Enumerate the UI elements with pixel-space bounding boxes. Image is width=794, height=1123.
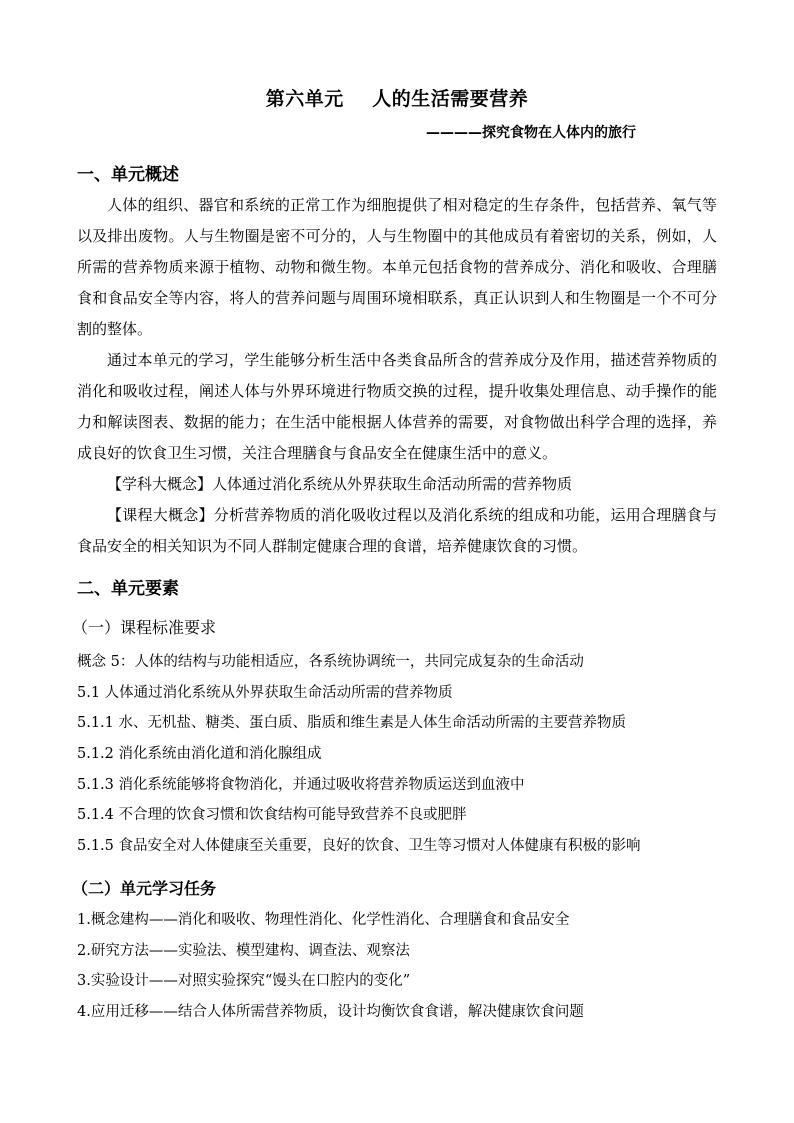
standard-line: 5.1.5 食品安全对人体健康至关重要，良好的饮食、卫生等习惯对人体健康有积极的影响 bbox=[77, 838, 641, 854]
standard-line: 概念 5：人体的结构与功能相适应，各系统协调统一，共同完成复杂的生命活动 bbox=[77, 654, 584, 670]
standard-line: 5.1.3 消化系统能够将食物消化，并通过吸收将营养物质运送到血液中 bbox=[77, 777, 525, 793]
task-line: 3.实验设计——对照实验探究“馒头在口腔内的变化” bbox=[77, 973, 411, 989]
task-line: 1.概念建构——消化和吸收、物理性消化、化学性消化、合理膳食和食品安全 bbox=[77, 912, 570, 928]
subsection-heading-standards: （一）课程标准要求 bbox=[72, 618, 217, 637]
subsection-heading-tasks: （二）单元学习任务 bbox=[72, 879, 217, 898]
section-heading-overview: 一、单元概述 bbox=[77, 165, 179, 185]
standard-line: 5.1 人体通过消化系统从外界获取生命活动所需的营养物质 bbox=[77, 685, 453, 701]
task-line: 2.研究方法——实验法、模型建构、调查法、观察法 bbox=[77, 943, 410, 959]
course-big-concept: 【课程大概念】分析营养物质的消化吸收过程以及消化系统的组成和功能，运用合理膳食与食品安全的相关知识为不同人群制定健康合理的食谱，培养健康饮食的习惯。 bbox=[77, 506, 717, 555]
overview-paragraph-1: 人体的组织、器官和系统的正常工作为细胞提供了相对稳定的生存条件，包括营养、氧气等以及排出废物。人与生物圈是密不可分的，人与生物圈中的其他成员有着密切的关系，例如，人所需的营养物质来源于植物、动物和微生物。本单元包括食物的营养成分、消化和吸收、合理膳食和食品安全等内容，将人的营养问题与周围环境相联系，真正认识到人和生物圈是一个不可分割的整体。 bbox=[77, 196, 717, 338]
page-title: 第六单元 人的生活需要营养 bbox=[265, 88, 529, 110]
standard-line: 5.1.4 不合理的饮食习惯和饮食结构可能导致营养不良或肥胖 bbox=[77, 807, 467, 823]
standard-line: 5.1.1 水、无机盐、糖类、蛋白质、脂质和维生素是人体生命活动所需的主要营养物质 bbox=[77, 715, 627, 731]
standard-line: 5.1.2 消化系统由消化道和消化腺组成 bbox=[77, 746, 322, 762]
overview-paragraph-2: 通过本单元的学习，学生能够分析生活中各类食品所含的营养成分及作用，描述营养物质的消化和吸收过程，阐述人体与外界环境进行物质交换的过程，提升收集处理信息、动手操作的能力和解读图表、数据的能力；在生活中能根据人体营养的需要，对食物做出科学合理的选择，养成良好的饮食卫生习惯，关注合理膳食与食品安全在健康生活中的意义。 bbox=[77, 351, 717, 462]
page-subtitle: ————探究食物在人体内的旅行 bbox=[426, 125, 636, 141]
task-line: 4.应用迁移——结合人体所需营养物质，设计均衡饮食食谱，解决健康饮食问题 bbox=[77, 1004, 584, 1020]
subject-big-concept: 【学科大概念】人体通过消化系统从外界获取生命活动所需的营养物质 bbox=[107, 475, 573, 493]
section-heading-elements: 二、单元要素 bbox=[77, 579, 179, 599]
